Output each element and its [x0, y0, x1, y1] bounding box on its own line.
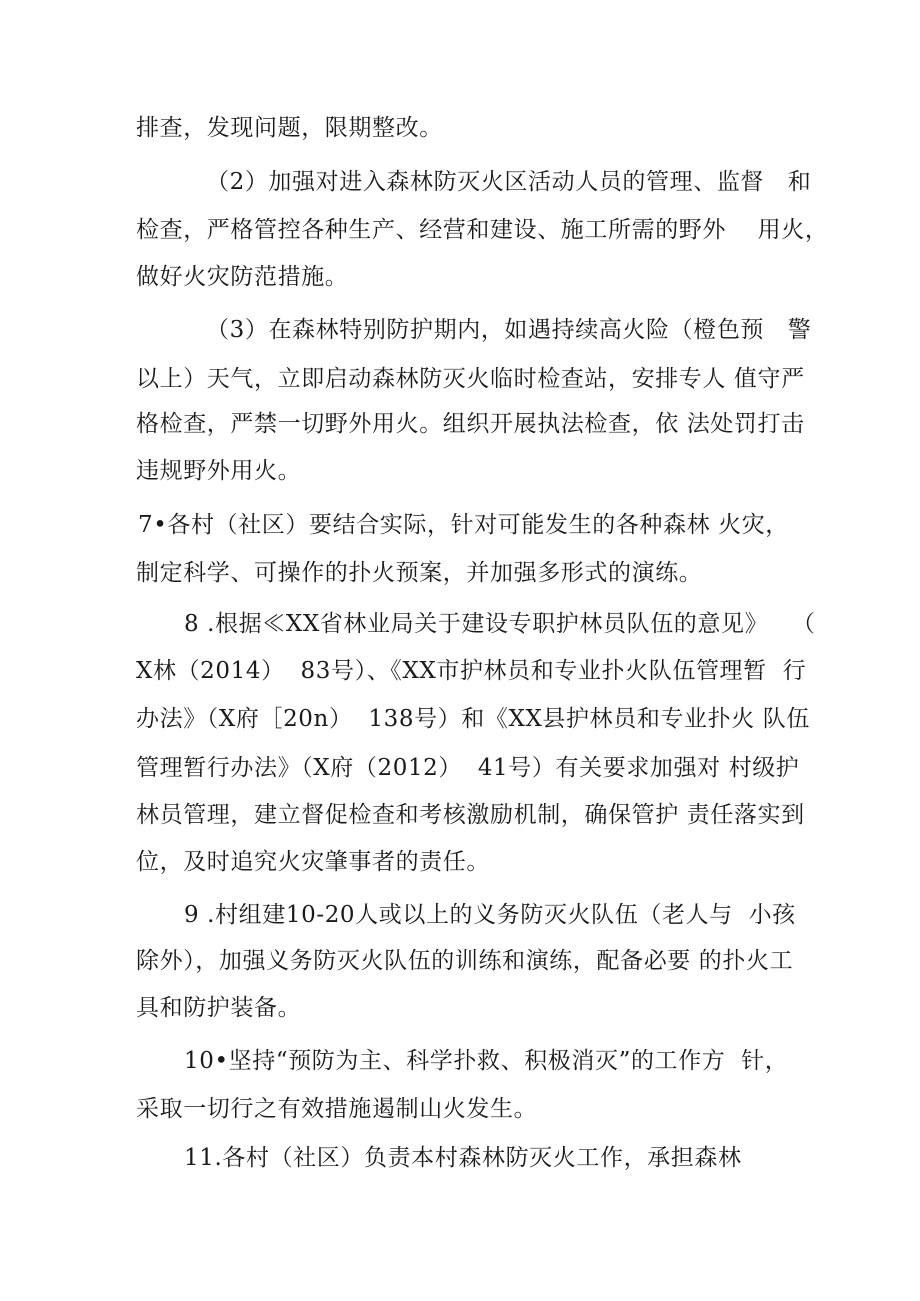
- text-line-1: 排查，发现问题，限期整改。: [136, 115, 443, 141]
- text-line-18: 除外），加强义务防灭火队伍的训练和演练，配备必要 的扑火工: [136, 948, 794, 974]
- text-line-3: 检查，严格管控各种生产、经营和建设、施工所需的野外 用火，: [136, 217, 829, 243]
- text-line-19: 具和防护装备。: [136, 995, 302, 1021]
- text-line-20: 10•坚持“预防为主、科学扑救、积极消灭”的工作方 针，: [184, 1048, 789, 1074]
- text-line-9: 7•各村（社区）要结合实际，针对可能发生的各种森林 火灾，: [138, 512, 789, 538]
- text-line-15: 林员管理，建立督促检查和考核激励机制，确保管护 责任落实到: [136, 802, 805, 828]
- text-line-14: 管理暂行办法》（X府（2012） 41号）有关要求加强对 村级护: [136, 755, 800, 781]
- text-line-4: 做好火灾防范措施。: [136, 264, 349, 290]
- text-line-22: 11.各村（社区）负责本村森林防灭火工作，承担森林: [184, 1145, 742, 1171]
- text-line-10: 制定科学、可操作的扑火预案，并加强多形式的演练。: [136, 560, 703, 586]
- text-line-12: X林（2014） 83号）、《XX市护林员和专业扑火队伍管理暂 行: [136, 658, 807, 684]
- text-line-17: 9 .村组建10-20人或以上的义务防灭火队伍（老人与 小孩: [184, 902, 796, 928]
- text-line-2: （2）加强对进入森林防灭火区活动人员的管理、监督 和: [206, 169, 812, 195]
- text-line-13: 办法》（X府［20n） 138号）和《XX县护林员和专业扑火 队伍: [136, 706, 810, 732]
- text-line-8: 违规野外用火。: [136, 458, 302, 484]
- text-line-21: 采取一切行之有效措施遏制山火发生。: [136, 1096, 538, 1122]
- text-line-11: 8 .根据≪XX省林业局关于建设专职护林员队伍的意见》 （: [184, 611, 816, 637]
- text-line-7: 格检查，严禁一切野外用火。组织开展执法检查，依 法处罚打击: [136, 411, 805, 437]
- text-line-16: 位，及时追究火灾肇事者的责任。: [136, 849, 490, 875]
- text-line-5: （3）在森林特别防护期内，如遇持续高火险（橙色预 警: [206, 317, 812, 343]
- text-line-6: 以上）天气，立即启动森林防灭火临时检查站，安排专人 值守严: [136, 366, 805, 392]
